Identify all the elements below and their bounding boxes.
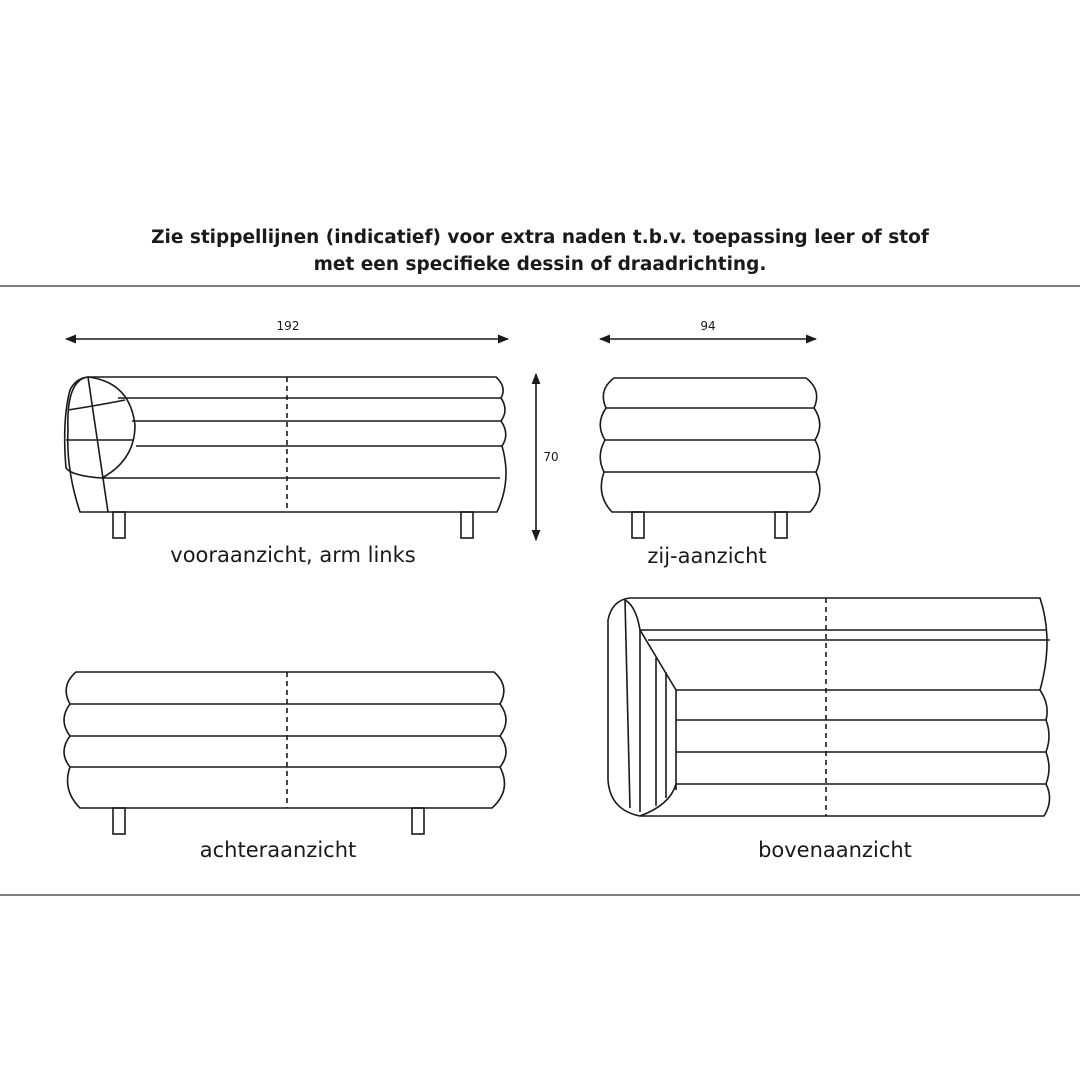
instruction-line-1: Zie stippellijnen (indicatief) voor extra naden t.b.v. toepassing leer of stof	[151, 227, 929, 248]
instruction-line-2: met een specifieke dessin of draadrichting.	[313, 254, 767, 275]
sofa-side-outline	[600, 378, 820, 512]
arm-seam	[88, 377, 108, 512]
back-cushion-edge	[640, 630, 1040, 690]
sofa-leg	[632, 512, 644, 538]
sofa-leg	[113, 512, 125, 538]
top-view	[608, 598, 1050, 862]
back-view	[64, 672, 506, 862]
sofa-leg	[775, 512, 787, 538]
front-view-caption: vooraanzicht, arm links	[170, 543, 416, 567]
arm-seam	[625, 600, 630, 808]
side-view	[600, 319, 820, 568]
top-view-caption: bovenaanzicht	[758, 838, 912, 862]
front-view	[65, 319, 559, 567]
seat-seam	[640, 784, 676, 816]
sofa-arm-left	[65, 377, 135, 478]
sofa-leg	[461, 512, 473, 538]
sofa-back-outline	[64, 672, 506, 808]
back-view-caption: achteraanzicht	[199, 838, 357, 862]
height-dimension-label: 70	[543, 450, 559, 464]
sofa-leg	[113, 808, 125, 834]
sofa-leg	[412, 808, 424, 834]
back-cushion-edge	[625, 600, 1046, 630]
side-view-caption: zij-aanzicht	[647, 544, 767, 568]
width-dimension-label: 192	[276, 319, 300, 333]
arm-seam	[68, 400, 125, 410]
depth-dimension-label: 94	[700, 319, 716, 333]
